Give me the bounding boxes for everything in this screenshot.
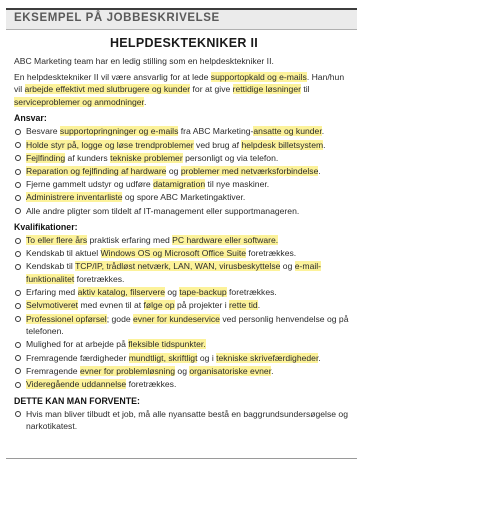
highlighted-phrase: Windows OS og Microsoft Office Suite <box>100 248 247 259</box>
text-run: og <box>175 365 190 376</box>
text-run: . <box>257 300 261 311</box>
highlighted-phrase: evner for kundeservice <box>133 313 220 324</box>
section-heading: Kvalifikationer: <box>14 222 78 233</box>
text-run: af kunders <box>65 152 111 163</box>
highlighted-phrase: rettidige løsninger <box>232 84 301 95</box>
text-run: . <box>143 96 147 107</box>
text-run: til nye maskiner. <box>205 179 270 190</box>
list-item <box>14 205 354 218</box>
list-item <box>14 125 354 138</box>
list-item <box>14 165 354 178</box>
highlighted-phrase: Fejlfinding <box>26 152 66 163</box>
text-run: og <box>165 287 180 298</box>
job-title: HELPDESKTEKNIKER II <box>109 36 259 50</box>
text-run: og <box>280 261 295 272</box>
highlighted-phrase: datamigration <box>153 179 206 190</box>
section-heading: DETTE KAN MAN FORVENTE: <box>14 395 140 406</box>
list-item <box>14 178 354 191</box>
list-item <box>14 365 354 378</box>
section-list <box>14 234 354 390</box>
text-run: foretrækkes. <box>126 378 177 389</box>
document-banner <box>6 8 357 30</box>
text-run: og <box>166 165 181 176</box>
text-run: fra ABC Marketing- <box>178 126 254 137</box>
highlighted-phrase: PC hardware eller software. <box>172 235 279 246</box>
responsibilities-section <box>14 113 354 217</box>
highlighted-phrase: Reparation og fejlfinding af hardware <box>26 165 167 176</box>
highlighted-phrase: To eller flere års <box>26 235 88 246</box>
text-run: . Han/hun vil <box>14 71 345 95</box>
text-run: En helpdesktekniker II vil være ansvarlig for at lede <box>14 71 211 82</box>
list-item <box>14 313 354 338</box>
highlighted-phrase: arbejde effektivt med slutbrugere og kunder <box>24 84 191 95</box>
expectations-section <box>14 396 354 433</box>
highlighted-phrase: tekniske problemer <box>110 152 183 163</box>
text-run: og i <box>197 352 217 363</box>
text-run: Besvare <box>26 126 60 137</box>
highlighted-phrase: supportopkald og e-mails <box>210 71 307 82</box>
text-run: for at give <box>190 84 233 95</box>
highlighted-phrase: Holde styr på, logge og løse trendproblemer <box>26 139 194 150</box>
highlighted-phrase: ansatte og kunder <box>253 126 322 137</box>
text-run: ved personlig henvendelse og på telefonen. <box>26 313 349 337</box>
highlighted-phrase: TCP/IP, trådløst netværk, LAN, WAN, virusbeskyttelse <box>75 261 281 272</box>
highlighted-phrase: følge op <box>143 300 175 311</box>
list-item <box>14 234 354 247</box>
list-item <box>14 247 354 260</box>
highlighted-phrase: fleksible tidspunkter. <box>128 339 206 350</box>
text-run: Fremragende <box>26 365 80 376</box>
list-item <box>14 191 354 204</box>
text-run: Erfaring med <box>26 287 78 298</box>
list-item <box>14 378 354 391</box>
text-run: Fremragende færdigheder <box>26 352 129 363</box>
text-run: . <box>271 365 274 376</box>
highlighted-phrase: Videregående uddannelse <box>26 378 127 389</box>
list-item <box>14 299 354 312</box>
text-run: med evnen til at <box>78 300 144 311</box>
text-run: foretrækkes. <box>74 274 125 285</box>
section-list <box>14 125 354 217</box>
list-item <box>14 260 354 285</box>
highlighted-phrase: Selvmotiveret <box>26 300 79 311</box>
bottom-divider <box>6 458 357 459</box>
intro-paragraph <box>14 71 354 109</box>
text-run: foretrækkes. <box>226 287 277 298</box>
text-run: personligt og via telefon. <box>182 152 279 163</box>
text-run: på projekter i <box>174 300 230 311</box>
list-item <box>14 152 354 165</box>
highlighted-phrase: supportopringninger og e-mails <box>59 126 179 137</box>
highlighted-phrase: helpdesk billetsystem <box>241 139 324 150</box>
text-run: Alle andre pligter som tildelt af IT-management eller supportmanageren. <box>26 205 300 216</box>
highlighted-phrase: e-mail-funktionalitet <box>26 261 322 285</box>
highlighted-phrase: evner for problemløsning <box>79 365 176 376</box>
text-run: Hvis man bliver tilbudt et job, må alle nyansatte bestå en baggrundsundersøgelse og narkotikatest. <box>26 408 348 432</box>
text-run: praktisk erfaring med <box>87 235 173 246</box>
highlighted-phrase: rette tid <box>229 300 258 311</box>
highlighted-phrase: organisatoriske evner <box>189 365 272 376</box>
text-run: Fjerne gammelt udstyr og udføre <box>26 179 154 190</box>
list-item <box>14 408 354 433</box>
text-run: ABC Marketing team har en ledig stilling som en helpdesktekniker II. <box>14 56 274 66</box>
text-run: foretrækkes. <box>246 248 297 259</box>
section-heading: Ansvar: <box>14 113 47 124</box>
highlighted-phrase: mundtligt, skriftligt <box>128 352 198 363</box>
banner-title: EKSEMPEL PÅ JOBBESKRIVELSE <box>14 12 220 24</box>
job-description-body <box>14 36 354 433</box>
highlighted-phrase: problemer med netværksforbindelse <box>180 165 319 176</box>
highlighted-phrase: tekniske skrivefærdigheder <box>216 352 319 363</box>
highlighted-phrase: serviceproblemer og anmodninger <box>14 96 144 107</box>
highlighted-phrase: aktiv katalog, filservere <box>77 287 165 298</box>
text-run: ved brug af <box>193 139 242 150</box>
text-run: . <box>323 139 326 150</box>
text-run: . <box>318 165 321 176</box>
text-run: Kendskab til aktuel <box>26 248 101 259</box>
section-list <box>14 408 354 433</box>
highlighted-phrase: Administrere inventarliste <box>26 192 123 203</box>
list-item <box>14 338 354 351</box>
text-run: . <box>321 126 325 137</box>
intro-paragraph <box>14 55 354 68</box>
text-run: ; gode <box>106 313 134 324</box>
text-run: og spore ABC Marketingaktiver. <box>122 192 246 203</box>
qualifications-section <box>14 222 354 390</box>
highlighted-phrase: tape-backup <box>179 287 227 298</box>
text-run: Mulighed for at arbejde på <box>26 339 129 350</box>
highlighted-phrase: Professionel opførsel <box>26 313 107 324</box>
list-item <box>14 139 354 152</box>
text-run: Kendskab til <box>26 261 76 272</box>
list-item <box>14 286 354 299</box>
list-item <box>14 352 354 365</box>
text-run: til <box>300 84 310 95</box>
text-run: . <box>318 352 321 363</box>
